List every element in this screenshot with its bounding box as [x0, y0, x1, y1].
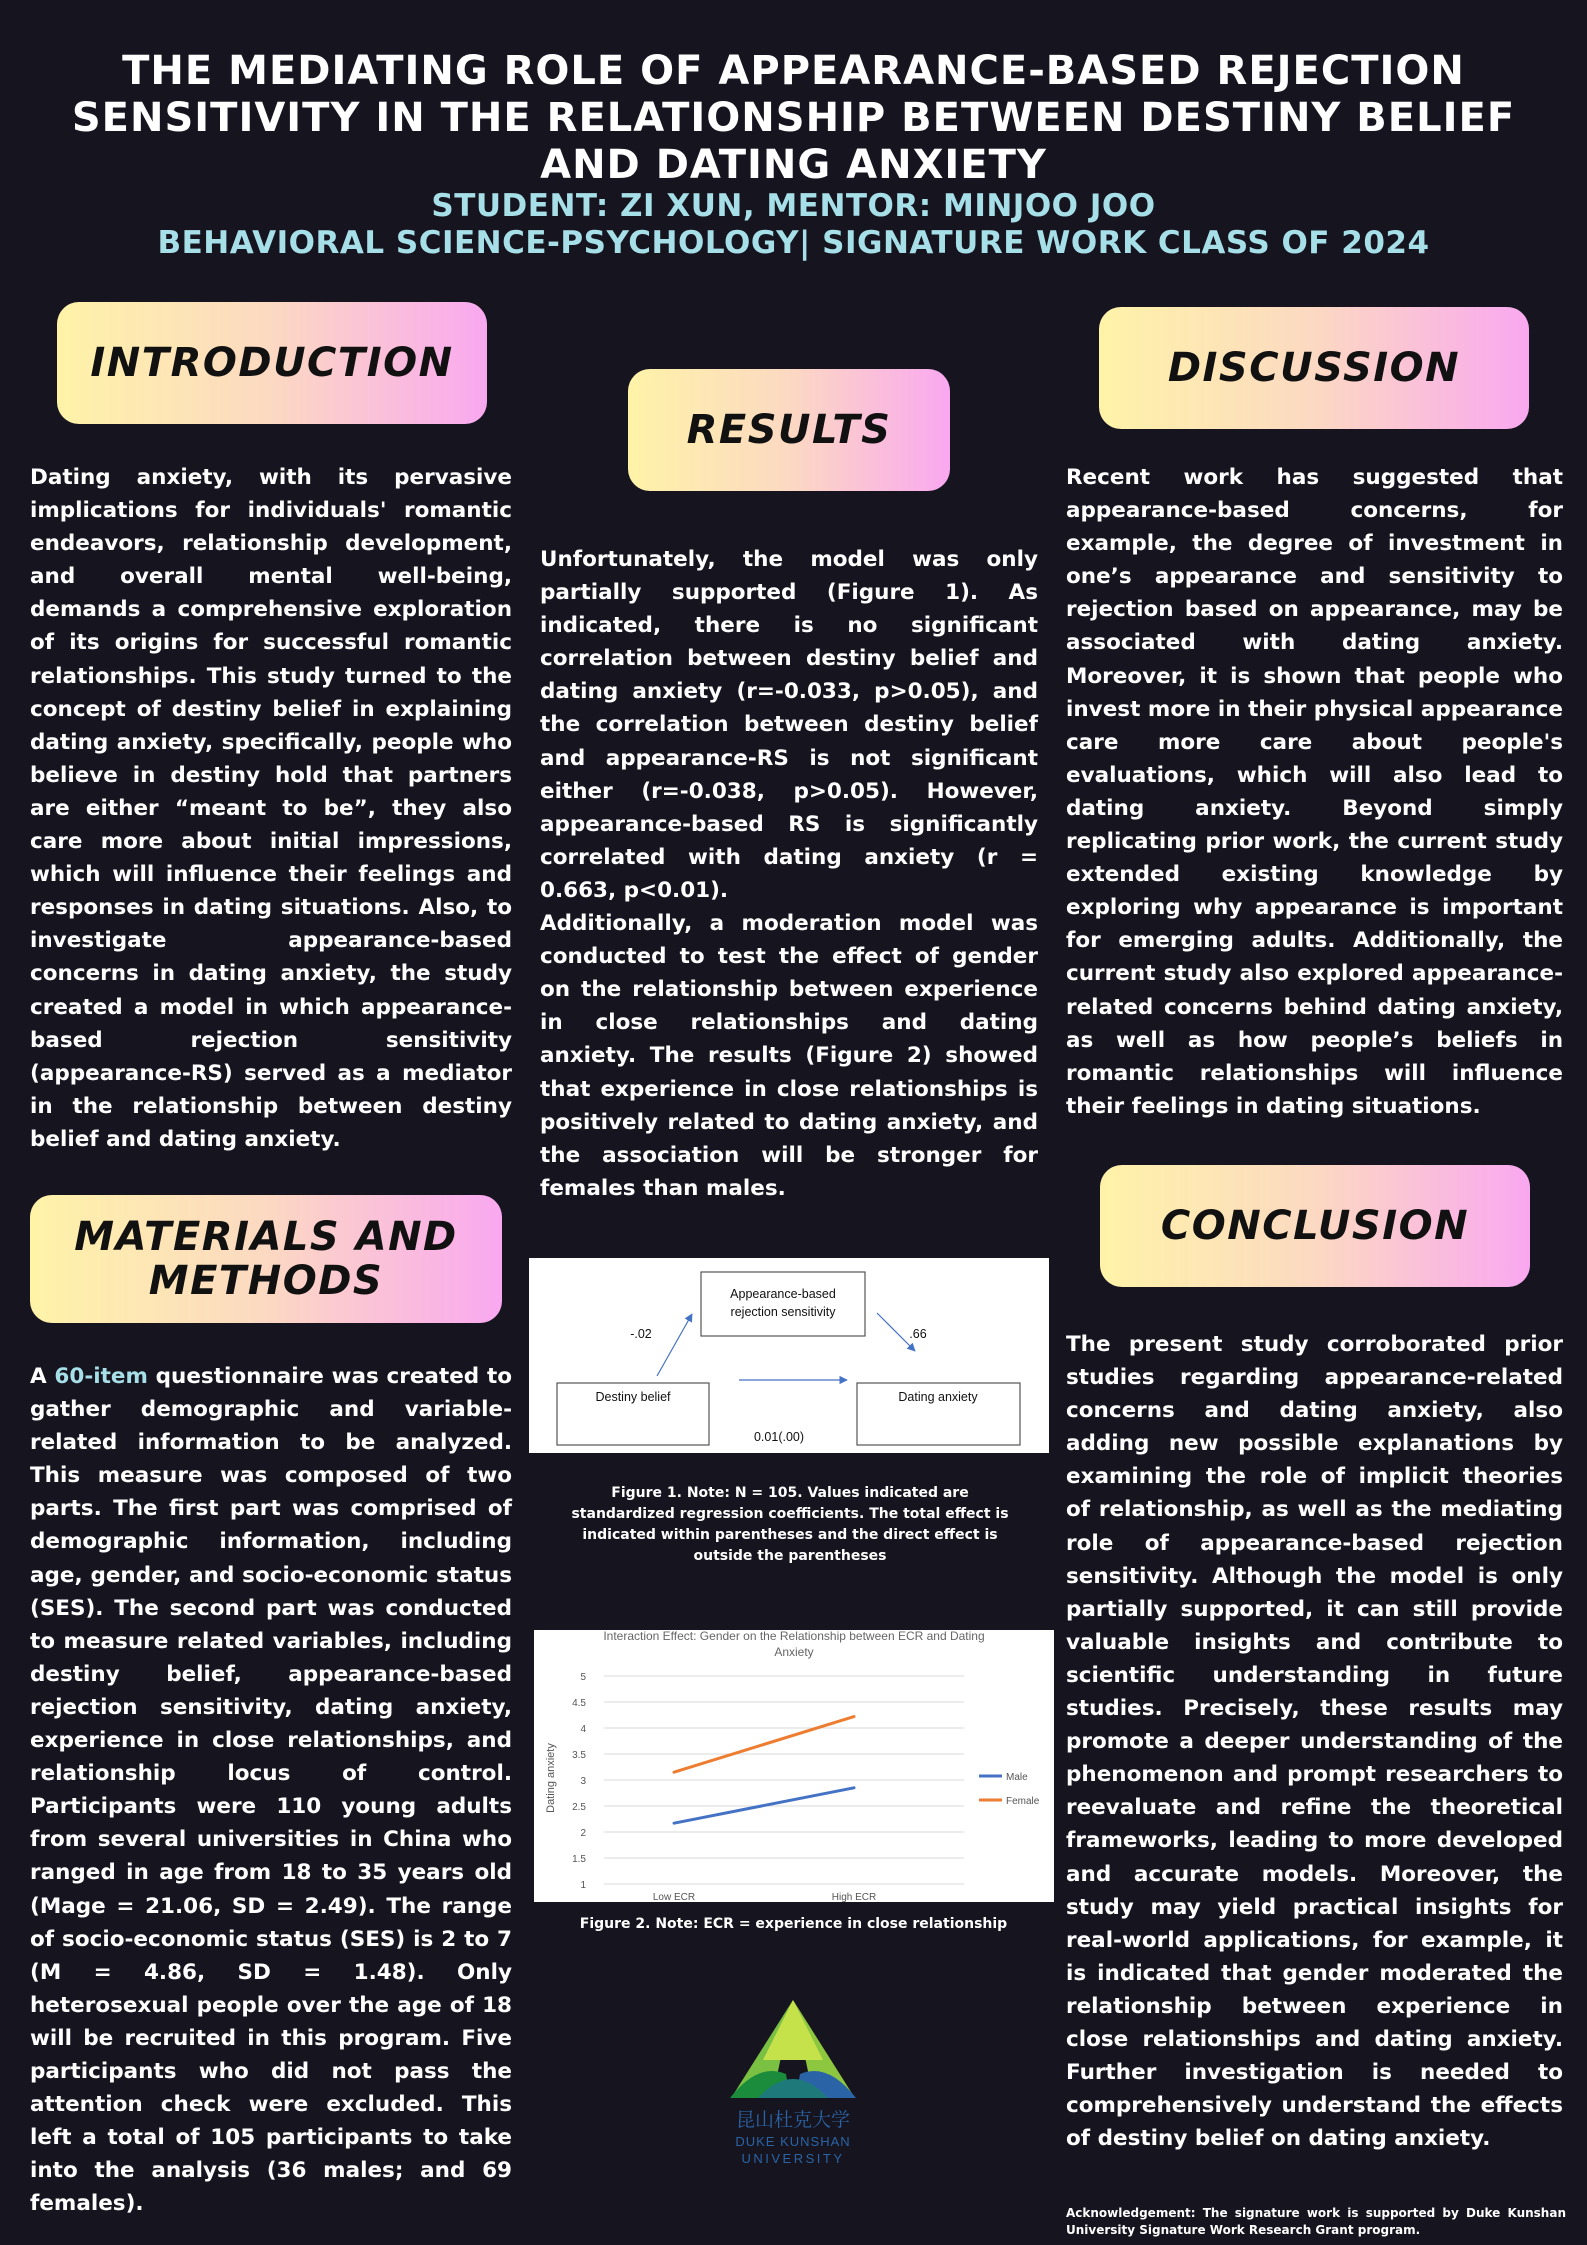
chart-series-line-male	[674, 1788, 854, 1823]
methods-heading: MATERIALS AND METHODS	[30, 1195, 502, 1323]
chart-ytick-label: 2	[580, 1828, 586, 1839]
path-c-coefficient: 0.01(.00)	[753, 1430, 805, 1444]
mediator-label-1: Appearance-based	[730, 1287, 836, 1301]
methods-lead: A	[30, 1364, 55, 1389]
discussion-heading: DISCUSSION	[1099, 307, 1529, 429]
chart-ytick-label: 4	[580, 1724, 586, 1735]
predictor-label: Destiny belief	[595, 1390, 671, 1404]
results-body	[540, 543, 1038, 1205]
introduction-heading: INTRODUCTION	[57, 302, 487, 424]
program-line: BEHAVIORAL SCIENCE-PSYCHOLOGY| SIGNATURE WORK CLASS OF 2024	[157, 225, 1430, 261]
university-logo	[718, 2000, 868, 2175]
results-paragraph-2: Additionally, a moderation model was conducted to test the effect of gender on the relationship between experience in close relationships and dating anxiety. The results (Figure 2) showed that experience in close relationships is positively related to dating anxiety, and the association will be stronger for females than males.	[540, 911, 1038, 1201]
chart-ytick-label: 3	[580, 1776, 586, 1787]
chart-ylabel: Dating anxiety	[545, 1743, 557, 1813]
methods-body	[30, 1360, 512, 2220]
results-heading: RESULTS	[628, 369, 950, 491]
mediation-diagram	[529, 1258, 1049, 1453]
mediator-label-2: rejection sensitivity	[730, 1305, 836, 1319]
poster-title: THE MEDIATING ROLE OF APPEARANCE-BASED REJECTION SENSITIVITY IN THE RELATIONSHIP BETWEEN DESTINY BELIEF AND DATING ANXIETY	[71, 48, 1516, 188]
chart-ytick-label: 1.5	[572, 1854, 586, 1865]
chart-legend-label: Male	[1006, 1772, 1028, 1783]
chart-xtick-label: High ECR	[831, 1892, 877, 1902]
outcome-label: Dating anxiety	[898, 1390, 978, 1404]
logo-mark-icon	[718, 2000, 868, 2175]
conclusion-body: The present study corroborated prior studies regarding appearance-related concerns and dating anxiety, also adding new possible explanations by examining the role of implicit theories of relationship, as well as the mediating role of appearance-based rejection sensitivity. Although the model is only partially supported, it can still provide valuable insights and contribute to scientific understanding in future studies. Precisely, these results may promote a deeper understanding of the phenomenon and prompt researchers to reevaluate and refine the theoretical frameworks, leading to more developed and accurate models. Moreover, the study may yield practical insights for real-world applications, for example, it is indicated that gender moderated the relationship between experience in close relationships and dating anxiety. Further investigation is needed to comprehensively understand the effects of destiny belief on dating anxiety.	[1066, 1332, 1563, 2152]
logo-name-line-1: DUKE KUNSHAN	[735, 2134, 851, 2149]
logo-chinese-name: 昆山杜克大学	[735, 2110, 851, 2131]
methods-text: questionnaire was created to gather demographic and variable-related information to be analyzed. This measure was composed of two parts. The first part was comprised of demographic information, including age, gender, and socio-economic status (SES). The second part was conducted to measure related variables, including destiny belief, appearance-based rejection sensitivity, dating anxiety, experience in close relationships, and relationship locus of control. Participants were 110 young adults from several universities in China who ranged in age from 18 to 35 years old (Mage = 21.06, SD = 2.49). The range of socio-economic status (SES) is 2 to 7 (M = 4.86, SD = 1.48). Only heterosexual people over the age of 18 will be recruited in this program. Five participants who did not pass the attention check were excluded. This left a total of 105 participants to take into the analysis (36 males; and 69 females).	[30, 1364, 513, 2217]
chart-ytick-label: 5	[580, 1672, 586, 1683]
path-b-coefficient: .66	[909, 1327, 927, 1341]
path-a-coefficient: -.02	[630, 1327, 652, 1341]
figure-1-caption: Figure 1. Note: N = 105. Values indicated are standardized regression coefficients. The total effect is indicated within parentheses and the direct effect is outside the parentheses	[571, 1485, 1009, 1564]
chart-title-line-2: Anxiety	[774, 1645, 814, 1659]
path-a-arrow	[657, 1314, 692, 1376]
chart-xtick-label: Low ECR	[652, 1892, 696, 1902]
interaction-chart	[534, 1630, 1054, 1902]
introduction-body: Dating anxiety, with its pervasive implications for individuals' romantic endeavors, relationship development, and overall mental well-being, demands a comprehensive exploration of its origins for successful romantic relationships. This study turned to the concept of destiny belief in explaining dating anxiety, specifically, people who believe in destiny hold that partners are either “meant to be”, they also care more about initial impressions, which will influence their feelings and responses in dating situations. Also, to investigate appearance-based concerns in dating anxiety, the study created a model in which appearance-based rejection sensitivity (appearance-RS) served as a mediator in the relationship between destiny belief and dating anxiety.	[30, 465, 512, 1152]
figure-2-caption: Figure 2. Note: ECR = experience in close relationship	[579, 1916, 1008, 1932]
conclusion-heading: CONCLUSION	[1100, 1165, 1530, 1287]
chart-series-line-female	[674, 1717, 854, 1773]
chart-ytick-label: 2.5	[572, 1802, 586, 1813]
logo-name-line-2: UNIVERSITY	[741, 2151, 845, 2166]
chart-ytick-label: 3.5	[572, 1750, 586, 1761]
chart-ytick-label: 4.5	[572, 1698, 586, 1709]
author-line: STUDENT: ZI XUN, MENTOR: MINJOO JOO	[431, 188, 1156, 224]
acknowledgement: Acknowledgement: The signature work is supported by Duke Kunshan University Signature Work Research Grant program.	[1066, 2206, 1566, 2237]
chart-legend-label: Female	[1006, 1796, 1040, 1807]
discussion-body: Recent work has suggested that appearance-based concerns, for example, the degree of investment in one’s appearance and sensitivity to rejection based on appearance, may be associated with dating anxiety. Moreover, it is shown that people who invest more in their physical appearance care more care about people's evaluations, which will also lead to dating anxiety. Beyond simply replicating prior work, the current study extended existing knowledge by exploring why appearance is important for emerging adults. Additionally, the current study also explored appearance-related concerns behind dating anxiety, as well as how people’s beliefs in romantic relationships will influence their feelings in dating situations.	[1066, 465, 1563, 1119]
methods-highlight: 60-item	[54, 1364, 148, 1389]
figure-1-panel	[529, 1258, 1049, 1453]
results-paragraph-1: Unfortunately, the model was only partially supported (Figure 1). As indicated, there is no significant correlation between destiny belief and dating anxiety (r=-0.033, p>0.05), and the correlation between destiny belief and appearance-RS is not significant either (r=-0.038, p>0.05). However, appearance-based RS is significantly correlated with dating anxiety (r = 0.663, p<0.01).	[540, 547, 1038, 903]
chart-ytick-label: 1	[580, 1880, 586, 1891]
mediator-box	[701, 1272, 865, 1336]
figure-2-panel	[534, 1630, 1054, 1902]
chart-title-line-1: Interaction Effect: Gender on the Relationship between ECR and Dating	[603, 1630, 985, 1643]
